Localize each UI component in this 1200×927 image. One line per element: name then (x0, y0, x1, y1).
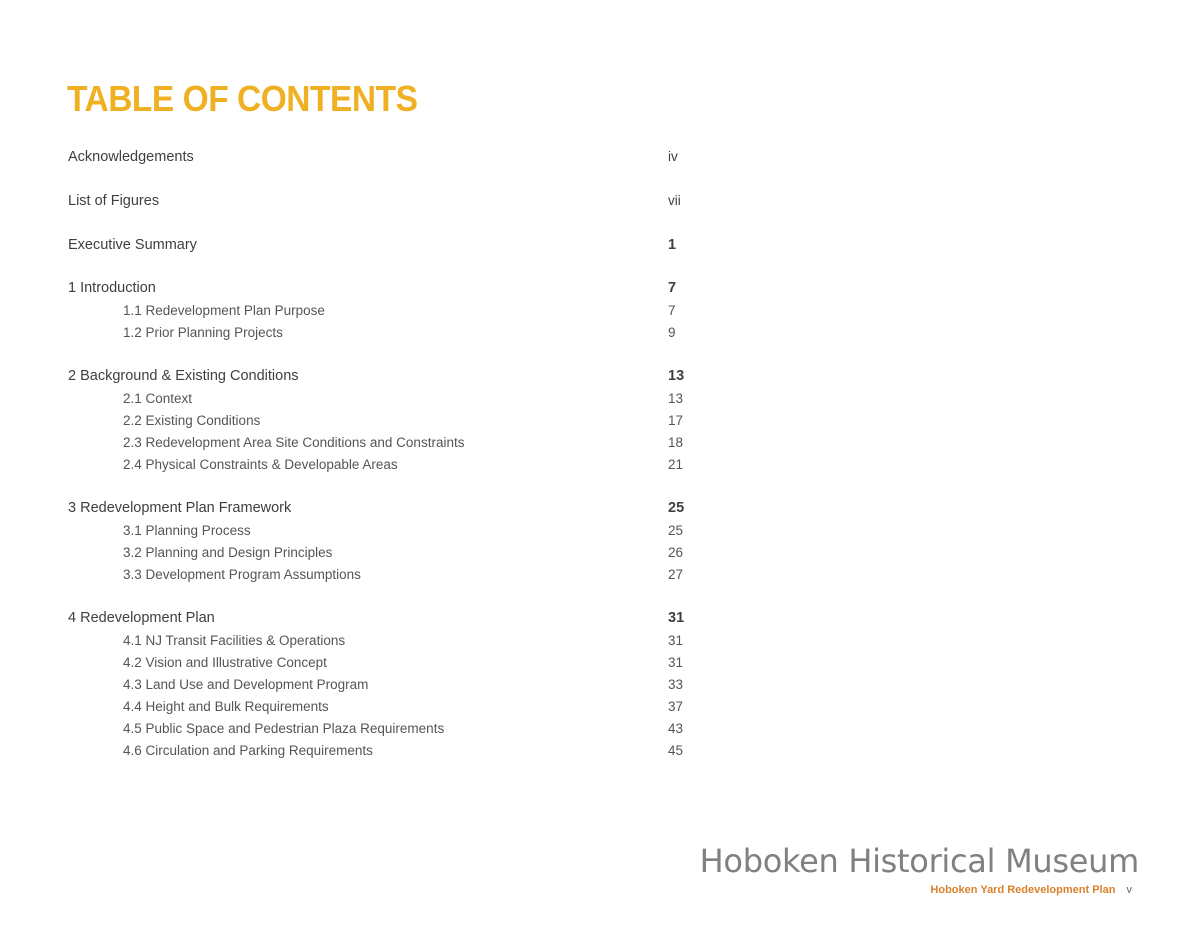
toc-entry-label: 4 Redevelopment Plan (68, 610, 215, 626)
toc-entry-page: 31 (668, 610, 685, 626)
toc-subentry[interactable] (0, 454, 800, 476)
toc-entry-label: 4.2 Vision and Illustrative Concept (123, 655, 327, 670)
toc-entry-label: 1.2 Prior Planning Projects (123, 325, 283, 340)
toc-entry-page: 13 (668, 391, 684, 406)
toc-subentry[interactable] (0, 674, 800, 696)
toc-entry-page: 7 (668, 303, 676, 318)
toc-subentry[interactable] (0, 652, 800, 674)
toc-entry-page: 26 (668, 545, 684, 560)
page-footer (930, 884, 1132, 896)
toc-entry-page: 31 (668, 655, 684, 670)
toc-entry-page: 45 (668, 743, 684, 758)
toc-entry-label: 4.4 Height and Bulk Requirements (123, 699, 329, 714)
toc-entry-introduction[interactable] (0, 277, 800, 299)
toc-entry-label: 4.1 NJ Transit Facilities & Operations (123, 633, 346, 648)
toc-entry-acknowledgements[interactable] (0, 146, 800, 168)
toc-entry-label: 2.1 Context (123, 391, 193, 406)
page-title: TABLE OF CONTENTS (67, 78, 418, 119)
toc-entry-label: 2 Background & Existing Conditions (68, 368, 299, 384)
footer-plan-title: Hoboken Yard Redevelopment Plan (930, 884, 1116, 896)
toc-entry-page: 25 (668, 500, 685, 516)
toc-entry-label: 4.3 Land Use and Development Program (123, 677, 369, 692)
toc-entry-label: 4.5 Public Space and Pedestrian Plaza Requirements (123, 721, 445, 736)
toc-subentry[interactable] (0, 564, 800, 586)
toc-subentry[interactable] (0, 432, 800, 454)
toc-entry-page: 21 (668, 457, 684, 472)
footer-page-number: v (1126, 884, 1132, 896)
toc-entry-page: 31 (668, 633, 684, 648)
toc-entry-label: 2.4 Physical Constraints & Developable Areas (123, 457, 398, 472)
toc-entry-executive-summary[interactable] (0, 234, 800, 256)
toc-subentry[interactable] (0, 696, 800, 718)
toc-entry-framework[interactable] (0, 497, 800, 519)
toc-entry-page: 25 (668, 523, 684, 538)
toc-entry-page: 17 (668, 413, 684, 428)
toc-subentry[interactable] (0, 718, 800, 740)
toc-entry-label: 3.2 Planning and Design Principles (123, 545, 333, 560)
toc-entry-label: 2.2 Existing Conditions (123, 413, 261, 428)
toc-entry-label: Acknowledgements (68, 149, 194, 165)
toc-entry-redevelopment-plan[interactable] (0, 607, 800, 629)
toc-entry-page: 7 (668, 280, 677, 296)
toc-entry-page: 9 (668, 325, 676, 340)
museum-watermark: Hoboken Historical Museum (699, 842, 1139, 880)
toc-entry-label: Executive Summary (68, 237, 197, 253)
toc-subentry[interactable] (0, 740, 800, 762)
toc-entry-label: 3.1 Planning Process (123, 523, 251, 538)
toc-subentry[interactable] (0, 300, 800, 322)
toc-subentry[interactable] (0, 630, 800, 652)
toc-entry-label: 1 Introduction (68, 280, 156, 296)
toc-entry-page: vii (668, 193, 681, 208)
toc-subentry[interactable] (0, 388, 800, 410)
toc-entry-background[interactable] (0, 365, 800, 387)
toc-entry-label: 1.1 Redevelopment Plan Purpose (123, 303, 325, 318)
toc-entry-label: 4.6 Circulation and Parking Requirements (123, 743, 373, 758)
toc-entry-page: 27 (668, 567, 684, 582)
toc-entry-page: 1 (668, 237, 677, 253)
toc-subentry[interactable] (0, 542, 800, 564)
toc-subentry[interactable] (0, 520, 800, 542)
toc-entry-page: 37 (668, 699, 684, 714)
toc-entry-page: 33 (668, 677, 684, 692)
toc-entry-list-of-figures[interactable] (0, 190, 800, 212)
toc-entry-label: 3.3 Development Program Assumptions (123, 567, 361, 582)
toc-subentry[interactable] (0, 410, 800, 432)
toc-entry-label: 3 Redevelopment Plan Framework (68, 500, 292, 516)
toc-entry-label: 2.3 Redevelopment Area Site Conditions and Constraints (123, 435, 465, 450)
toc-entry-page: iv (668, 149, 678, 164)
toc-entry-page: 43 (668, 721, 684, 736)
toc-entry-page: 18 (668, 435, 684, 450)
toc-entry-label: List of Figures (68, 193, 160, 209)
toc-entry-page: 13 (668, 368, 685, 384)
toc-subentry[interactable] (0, 322, 800, 344)
